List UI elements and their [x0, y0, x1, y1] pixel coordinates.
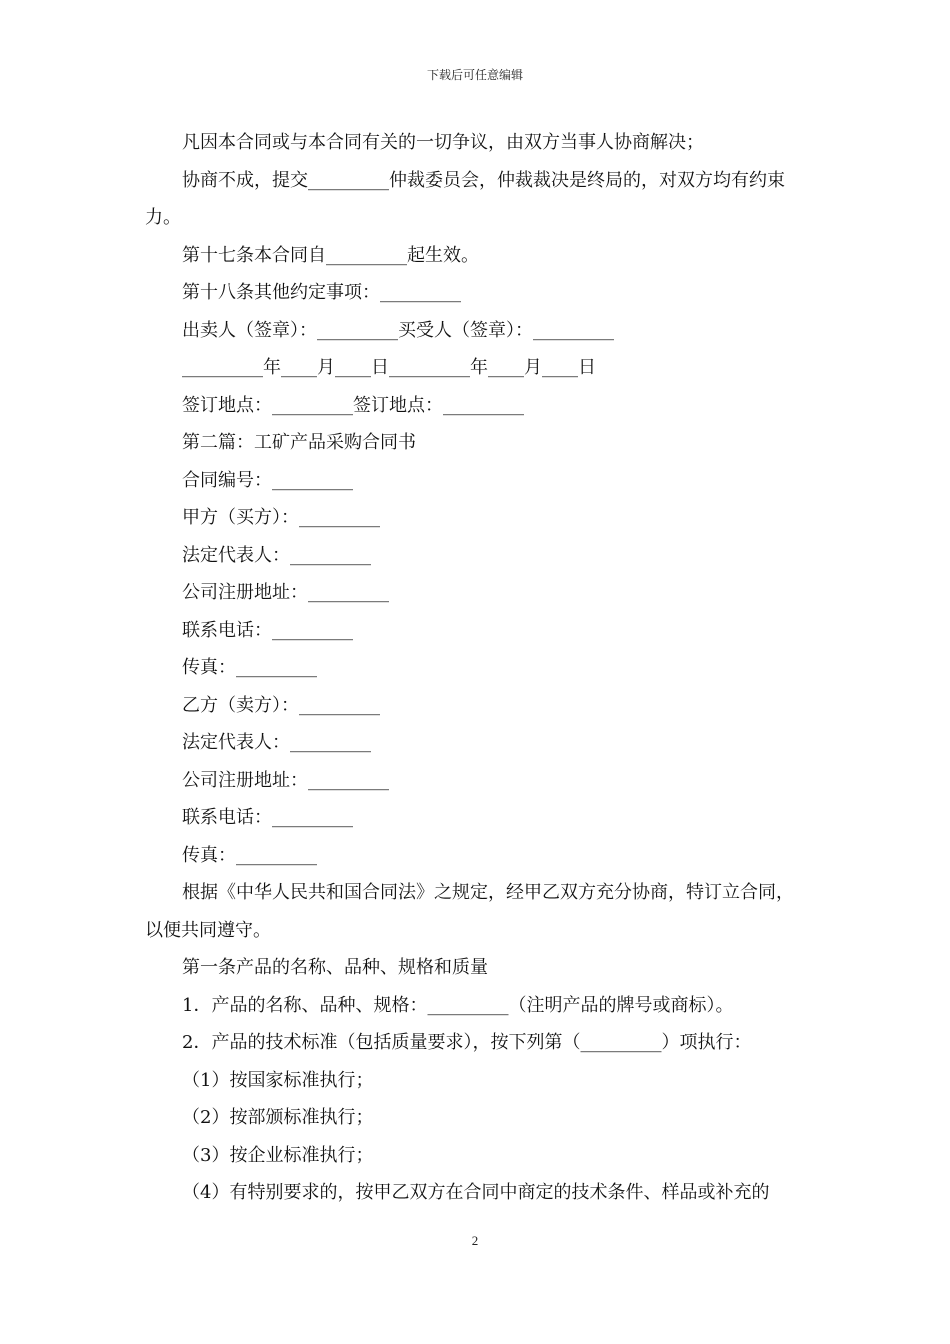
paragraph: 公司注册地址：_________	[182, 582, 389, 603]
paragraph: 协商不成，提交_________仲裁委员会，仲裁裁决是终局的，对双方均有约束力。	[145, 169, 785, 228]
paragraph: 2．产品的技术标准（包括质量要求），按下列第（_________）项执行：	[182, 1032, 752, 1053]
paragraph: 乙方（卖方）：_________	[182, 694, 380, 716]
paragraph: 第十八条其他约定事项：_________	[182, 282, 461, 303]
paragraph: 法定代表人：_________	[182, 544, 371, 566]
paragraph: （2）按部颁标准执行；	[182, 1107, 374, 1128]
paragraph: 出卖人（签章）：_________买受人（签章）：_________	[182, 319, 614, 341]
paragraph: 第一条产品的名称、品种、规格和质量	[182, 957, 488, 978]
paragraph: 凡因本合同或与本合同有关的一切争议，由双方当事人协商解决；	[182, 132, 704, 153]
paragraph: 联系电话：_________	[182, 619, 353, 641]
paragraph: 联系电话：_________	[182, 807, 353, 828]
page-number: 2	[471, 1233, 479, 1248]
paragraph: 合同编号：_________	[182, 469, 353, 491]
paragraph: （3）按企业标准执行；	[182, 1144, 374, 1166]
paragraph: 传真：_________	[182, 657, 317, 678]
paragraph: 1．产品的名称、品种、规格：_________（注明产品的牌号或商标）。	[182, 994, 734, 1016]
paragraph: _________年____月____日_________年____月____日	[182, 357, 596, 378]
paragraph: 传真：_________	[182, 844, 317, 866]
paragraph: 签订地点：_________签订地点：_________	[182, 394, 524, 416]
document-body	[145, 124, 810, 1212]
section-heading: 第二篇：工矿产品采购合同书	[182, 432, 416, 453]
paragraph: 根据《中华人民共和国合同法》之规定，经甲乙双方充分协商，特订立合同，以便共同遵守。	[145, 882, 794, 941]
paragraph: 第十七条本合同自_________起生效。	[182, 244, 479, 266]
paragraph: （1）按国家标准执行；	[182, 1069, 374, 1091]
paragraph: （4）有特别要求的，按甲乙双方在合同中商定的技术条件、样品或补充的	[182, 1182, 770, 1203]
page-header: 下载后可任意编辑	[426, 68, 523, 82]
paragraph: 公司注册地址：_________	[182, 769, 389, 791]
paragraph: 法定代表人：_________	[182, 732, 371, 753]
paragraph: 甲方（买方）：_________	[182, 507, 380, 528]
